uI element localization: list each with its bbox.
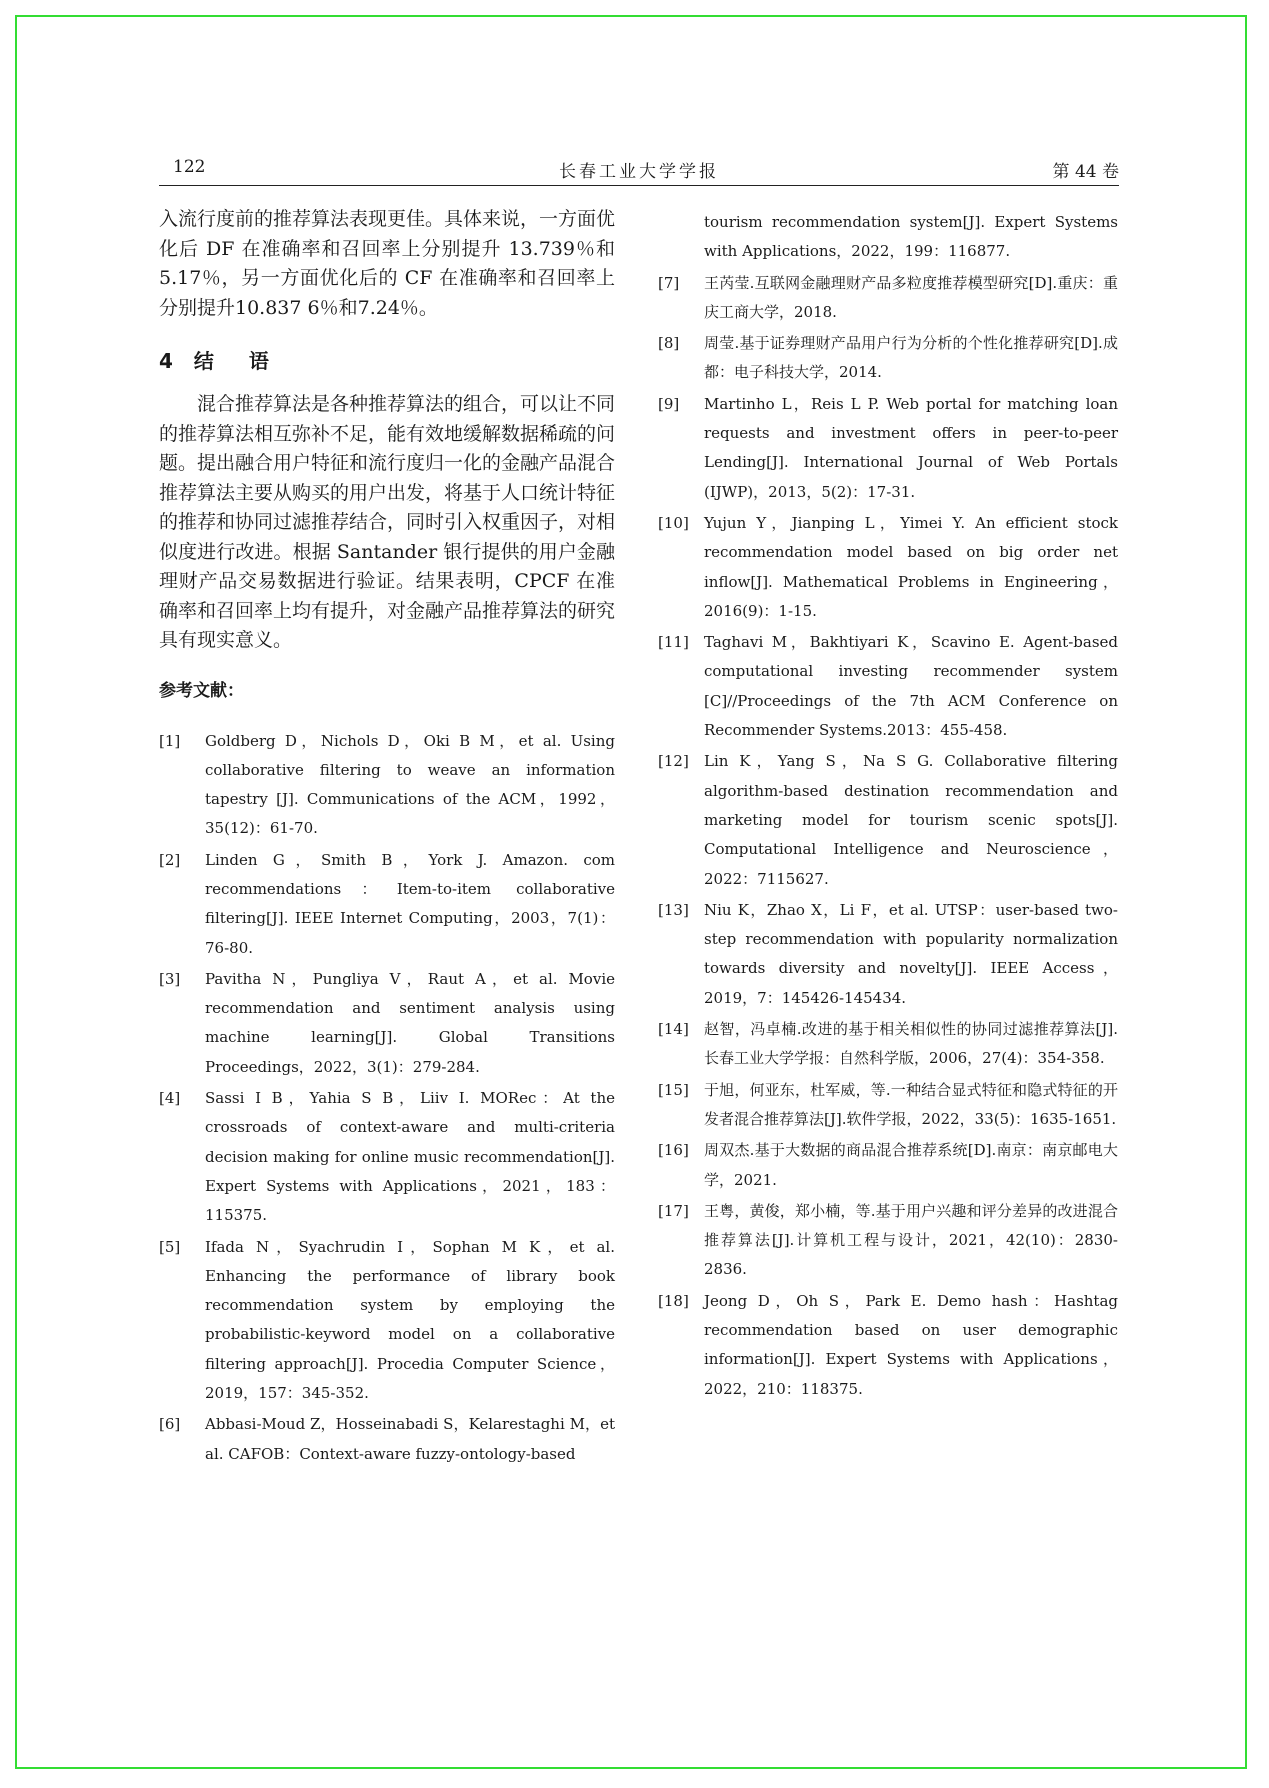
- reference-text: tourism recommendation system[J]. Expert Systems with Applications，2022，199：116877.: [704, 213, 1118, 261]
- reference-item: [658, 329, 1118, 388]
- reference-number: [9]: [658, 394, 680, 413]
- reference-item: [658, 269, 1118, 328]
- reference-item: [658, 509, 1118, 626]
- reference-number: [15]: [658, 1080, 689, 1099]
- reference-list-right: [658, 208, 1118, 1404]
- reference-item: [658, 1015, 1118, 1074]
- section-number: 4: [159, 349, 173, 373]
- reference-item: [159, 1410, 615, 1469]
- reference-number: [8]: [658, 334, 680, 353]
- reference-number: [11]: [658, 633, 689, 652]
- reference-item: [159, 1084, 615, 1230]
- reference-number: [6]: [159, 1415, 181, 1434]
- reference-text: Jeong D，Oh S，Park E. Demo hash：Hashtag recommendation based on user demographic information[J]. Expert Systems with Applications，2022，210：118375.: [704, 1291, 1118, 1398]
- reference-number: [1]: [159, 731, 181, 750]
- reference-number: [10]: [658, 513, 689, 532]
- references-heading: 参考文献：: [159, 680, 244, 701]
- reference-item: [159, 727, 615, 844]
- reference-item: [658, 1287, 1118, 1404]
- reference-number: [18]: [658, 1291, 689, 1310]
- reference-text: Niu K，Zhao X，Li F，et al. UTSP：user-based two-step recommendation with popularity normalization towards diversity and novelty[J]. IEEE Access，2019，7：145426-145434.: [704, 900, 1118, 1007]
- reference-item: [159, 846, 615, 963]
- conclusion-paragraph: 混合推荐算法是各种推荐算法的组合，可以让不同的推荐算法相互弥补不足，能有效地缓解数据稀疏的问题。提出融合用户特征和流行度归一化的金融产品混合推荐算法主要从购买的用户出发，将基于人口统计特征的推荐和协同过滤推荐结合，同时引入权重因子，对相似度进行改进。根据 Santander 银行提供的用户金融理财产品交易数据进行验证。结果表明，CPCF 在准确率和召回率上均有提升，对金融产品推荐算法的研究具有现实意义。: [159, 393, 616, 651]
- reference-text: 于旭，何亚东，杜军威，等.一种结合显式特征和隐式特征的开发者混合推荐算法[J].软件学报，2022，33(5)：1635-1651.: [704, 1080, 1118, 1128]
- reference-number: [12]: [658, 752, 689, 771]
- reference-item: [658, 390, 1118, 507]
- reference-number: [5]: [159, 1237, 181, 1256]
- reference-item: [658, 628, 1118, 745]
- reference-number: [4]: [159, 1089, 181, 1108]
- volume-label: 第 44 卷: [1052, 162, 1119, 182]
- left-column: [159, 205, 615, 1471]
- journal-title: 长春工业大学学报: [559, 162, 719, 182]
- reference-number: [14]: [658, 1020, 689, 1039]
- reference-number: [7]: [658, 273, 680, 292]
- reference-text: 赵智，冯卓楠.改进的基于相关相似性的协同过滤推荐算法[J].长春工业大学学报：自然科学版，2006，27(4)：354-358.: [704, 1020, 1118, 1068]
- reference-text: Abbasi-Moud Z，Hosseinabadi S，Kelarestaghi M，et al. CAFOB：Context-aware fuzzy-ontology-based: [205, 1415, 615, 1463]
- reference-text: Linden G，Smith B，York J. Amazon. com recommendations：Item-to-item collaborative filtering[J]. IEEE Internet Computing，2003，7(1)：76-80.: [205, 850, 615, 957]
- reference-item: [658, 747, 1118, 893]
- reference-text: Lin K，Yang S，Na S G. Collaborative filtering algorithm-based destination recommendation and marketing model for tourism scenic spots[J]. Computational Intelligence and Neuroscience，2022：7115627.: [704, 752, 1118, 888]
- reference-item: [159, 965, 615, 1082]
- running-header: [159, 155, 1119, 186]
- reference-text: Taghavi M，Bakhtiyari K，Scavino E. Agent-based computational investing recommender system [C]//Proceedings of the 7th ACM Conference on Recommender Systems.2013：455-458.: [704, 633, 1118, 740]
- section-heading: [159, 345, 615, 374]
- reference-text: 周莹.基于证券理财产品用户行为分析的个性化推荐研究[D].成都：电子科技大学，2014.: [704, 334, 1118, 382]
- reference-text: Yujun Y，Jianping L，Yimei Y. An efficient stock recommendation model based on big order net inflow[J]. Mathematical Problems in Engineering，2016(9)：1-15.: [704, 513, 1118, 620]
- reference-item: [159, 1233, 615, 1409]
- reference-item: [658, 1136, 1118, 1195]
- page-number: 122: [173, 157, 206, 177]
- reference-text: 王粤，黄俊，郑小楠，等.基于用户兴趣和评分差异的改进混合推荐算法[J].计算机工程与设计，2021，42(10)：2830-2836.: [704, 1201, 1118, 1279]
- reference-number: [13]: [658, 900, 689, 919]
- right-column: [658, 208, 1118, 1406]
- reference-number: [2]: [159, 850, 181, 869]
- reference-item: [658, 1076, 1118, 1135]
- reference-text: 王芮莹.互联网金融理财产品多粒度推荐模型研究[D].重庆：重庆工商大学，2018.: [704, 273, 1118, 321]
- reference-item: [658, 1197, 1118, 1285]
- reference-text: Goldberg D，Nichols D，Oki B M，et al. Using collaborative filtering to weave an information tapestry [J]. Communications of the ACM，1992，35(12)：61-70.: [205, 731, 615, 838]
- section-title: 结 语: [193, 349, 283, 373]
- intro-paragraph: 入流行度前的推荐算法表现更佳。具体来说，一方面优化后 DF 在准确率和召回率上分别提升 13.739％和 5.17％，另一方面优化后的 CF 在准确率和召回率上分别提升10.837 6％和7.24％。: [159, 208, 616, 319]
- reference-text: 周双杰.基于大数据的商品混合推荐系统[D].南京：南京邮电大学，2021.: [704, 1141, 1118, 1189]
- reference-text: Martinho L，Reis L P. Web portal for matching loan requests and investment offers in peer-to-peer Lending[J]. International Journal of Web Portals (IJWP)，2013，5(2)：17-31.: [704, 394, 1118, 501]
- reference-item-continued: [658, 208, 1118, 267]
- reference-text: Sassi I B，Yahia S B，Liiv I. MORec：At the crossroads of context-aware and multi-criteria decision making for online music recommendation[J]. Expert Systems with Applications，2021，183：115375.: [205, 1089, 615, 1225]
- reference-text: Ifada N，Syachrudin I，Sophan M K，et al. Enhancing the performance of library book recommendation system by employing the probabilistic-keyword model on a collaborative filtering approach[J]. Procedia Computer Science，2019，157：345-352.: [205, 1237, 615, 1403]
- reference-item: [658, 896, 1118, 1013]
- reference-text: Pavitha N，Pungliya V，Raut A，et al. Movie recommendation and sentiment analysis using machine learning[J]. Global Transitions Proceedings，2022，3(1)：279-284.: [205, 969, 615, 1076]
- reference-number: [16]: [658, 1141, 689, 1160]
- reference-number: [17]: [658, 1201, 689, 1220]
- reference-list-left: [159, 727, 615, 1469]
- reference-number: [3]: [159, 969, 181, 988]
